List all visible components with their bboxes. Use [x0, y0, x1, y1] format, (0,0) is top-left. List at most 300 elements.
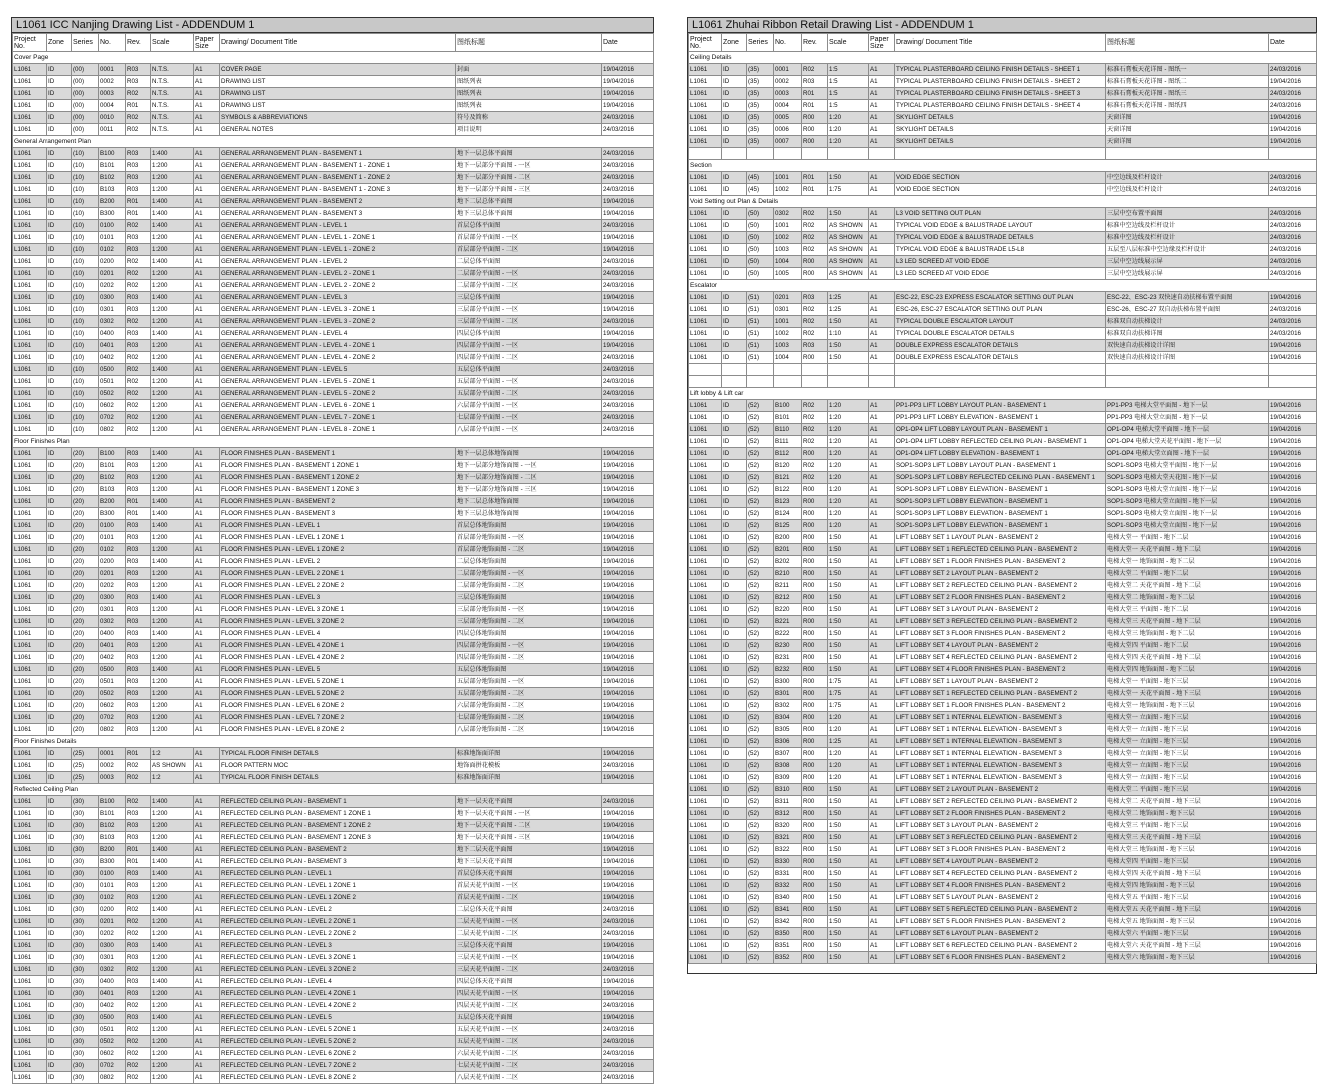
cell-date: 24/03/2016 [602, 916, 654, 928]
cell-chinese-title: 电梯大堂二 平面图 - 地下三层 [1106, 784, 1269, 796]
cell-chinese-title: 电梯大堂四 地饰面图 - 地下三层 [1106, 880, 1269, 892]
cell-revision: R01 [126, 748, 151, 760]
empty-cell [774, 376, 802, 388]
cell-series: (35) [747, 88, 774, 100]
cell-scale: AS SHOWN [828, 220, 869, 232]
cell-drawing-no: B100 [99, 796, 126, 808]
cell-paper-size: A1 [869, 748, 895, 760]
cell-drawing-no: 0202 [99, 580, 126, 592]
cell-chinese-title: 双快速自动扶梯设计详图 [1106, 340, 1269, 352]
cell-zone: ID [47, 256, 72, 268]
cell-drawing-no: B202 [774, 556, 802, 568]
cell-date: 19/04/2016 [602, 676, 654, 688]
cell-series: (50) [747, 232, 774, 244]
cell-date: 19/04/2016 [1269, 868, 1317, 880]
cell-paper-size: A1 [194, 208, 220, 220]
cell-series: (20) [72, 724, 99, 736]
cell-drawing-no: 0300 [99, 292, 126, 304]
cell-drawing-no: 0101 [99, 880, 126, 892]
cell-scale: 1:200 [151, 1060, 194, 1072]
cell-drawing-no: 0401 [99, 640, 126, 652]
cell-scale: 1:20 [828, 424, 869, 436]
cell-project-no: L1061 [13, 1036, 47, 1048]
cell-drawing-no: B311 [774, 796, 802, 808]
cell-scale: 1:200 [151, 484, 194, 496]
section-header-row [689, 280, 1317, 292]
cell-zone: ID [47, 952, 72, 964]
empty-cell [895, 148, 1106, 160]
cell-series: (30) [72, 976, 99, 988]
cell-date: 19/04/2016 [1269, 688, 1317, 700]
cell-drawing-title: LIFT LOBBY SET 2 FLOOR FINISHES PLAN - BASEMENT 2 [895, 808, 1106, 820]
cell-series: (52) [747, 844, 774, 856]
cell-project-no: L1061 [13, 712, 47, 724]
cell-chinese-title: 电梯大堂一 平面图 - 地下三层 [1106, 676, 1269, 688]
cell-drawing-no: B200 [99, 496, 126, 508]
cell-drawing-title: REFLECTED CEILING PLAN - LEVEL 2 [220, 904, 456, 916]
table-row [689, 856, 1317, 868]
cell-revision: R01 [126, 856, 151, 868]
cell-chinese-title: 电梯大堂三 地饰面图 - 地下二层 [1106, 628, 1269, 640]
cell-paper-size: A1 [869, 736, 895, 748]
cell-scale: N.T.S. [151, 64, 194, 76]
cell-zone: ID [722, 808, 747, 820]
cell-chinese-title: 电梯大堂一 立面图 - 地下三层 [1106, 712, 1269, 724]
cell-paper-size: A1 [869, 928, 895, 940]
cell-revision: R02 [126, 916, 151, 928]
cell-project-no: L1061 [13, 244, 47, 256]
cell-scale: 1:200 [151, 460, 194, 472]
cell-zone: ID [722, 400, 747, 412]
cell-scale: AS SHOWN [151, 760, 194, 772]
cell-zone: ID [722, 256, 747, 268]
cell-series: (30) [72, 796, 99, 808]
cell-drawing-no: B320 [774, 820, 802, 832]
cell-zone: ID [722, 832, 747, 844]
cell-chinese-title: 三层天花平面图 - 一区 [456, 952, 602, 964]
empty-cell [689, 376, 722, 388]
cell-drawing-title: LIFT LOBBY SET 4 FLOOR FINISHES PLAN - BASEMENT 2 [895, 880, 1106, 892]
cell-project-no: L1061 [689, 172, 722, 184]
cell-revision: R01 [802, 172, 828, 184]
cell-project-no: L1061 [689, 100, 722, 112]
cell-drawing-no: B103 [99, 832, 126, 844]
cell-revision: R03 [126, 148, 151, 160]
cell-paper-size: A1 [194, 652, 220, 664]
cell-paper-size: A1 [869, 808, 895, 820]
cell-paper-size: A1 [869, 520, 895, 532]
cell-zone: ID [722, 868, 747, 880]
cell-date: 19/04/2016 [1269, 124, 1317, 136]
cell-chinese-title: 八层部分地饰面图 - 二区 [456, 724, 602, 736]
table-row [13, 424, 654, 436]
cell-revision: R00 [802, 448, 828, 460]
table-row [689, 448, 1317, 460]
cell-paper-size: A1 [194, 820, 220, 832]
cell-project-no: L1061 [689, 64, 722, 76]
cell-drawing-title: TYPICAL PLASTERBOARD CEILING FINISH DETAILS - SHEET 1 [895, 64, 1106, 76]
cell-series: (10) [72, 376, 99, 388]
cell-paper-size: A1 [194, 64, 220, 76]
table-row [13, 1048, 654, 1060]
cell-series: (20) [72, 556, 99, 568]
cell-zone: ID [722, 724, 747, 736]
cell-drawing-title: GENERAL ARRANGEMENT PLAN - BASEMENT 1 - ZONE 3 [220, 184, 456, 196]
cell-scale: 1:5 [828, 76, 869, 88]
cell-series: (35) [747, 136, 774, 148]
cell-series: (30) [72, 832, 99, 844]
cell-paper-size: A1 [869, 244, 895, 256]
cell-date: 24/03/2016 [602, 388, 654, 400]
cell-revision: R01 [126, 208, 151, 220]
cell-zone: ID [47, 904, 72, 916]
cell-project-no: L1061 [689, 916, 722, 928]
cell-zone: ID [722, 916, 747, 928]
table-row [13, 616, 654, 628]
table-row [13, 988, 654, 1000]
cell-chinese-title: 首层总体天花平面图 [456, 868, 602, 880]
cell-drawing-no: 0402 [99, 352, 126, 364]
cell-drawing-no: 0200 [99, 904, 126, 916]
cell-zone: ID [47, 724, 72, 736]
cell-drawing-title: REFLECTED CEILING PLAN - LEVEL 1 [220, 868, 456, 880]
empty-row [689, 148, 1317, 160]
cell-drawing-title: LIFT LOBBY SET 3 LAYOUT PLAN - BASEMENT 2 [895, 820, 1106, 832]
cell-revision: R03 [126, 472, 151, 484]
cell-zone: ID [722, 340, 747, 352]
section-title: Escalator [689, 280, 1317, 292]
cell-drawing-no: B102 [99, 472, 126, 484]
cell-date: 24/03/2016 [602, 364, 654, 376]
cell-date: 19/04/2016 [1269, 400, 1317, 412]
cell-series: (52) [747, 592, 774, 604]
cell-paper-size: A1 [194, 844, 220, 856]
cell-drawing-title: GENERAL ARRANGEMENT PLAN - LEVEL 3 - ZONE 1 [220, 304, 456, 316]
cell-scale: 1:200 [151, 1000, 194, 1012]
cell-date: 19/04/2016 [602, 772, 654, 784]
cell-project-no: L1061 [13, 952, 47, 964]
cell-paper-size: A1 [869, 952, 895, 964]
table-row [689, 256, 1317, 268]
cell-chinese-title: 四层部分地饰面图 - 一区 [456, 640, 602, 652]
cell-project-no: L1061 [689, 352, 722, 364]
cell-zone: ID [722, 436, 747, 448]
cell-project-no: L1061 [13, 184, 47, 196]
cell-date: 19/04/2016 [602, 64, 654, 76]
cell-drawing-no: 0002 [99, 760, 126, 772]
cell-paper-size: A1 [194, 940, 220, 952]
cell-drawing-title: FLOOR FINISHES PLAN - LEVEL 6 ZONE 2 [220, 700, 456, 712]
cell-drawing-no: 0002 [774, 76, 802, 88]
table-row [689, 580, 1317, 592]
cell-project-no: L1061 [13, 700, 47, 712]
cell-date: 19/04/2016 [1269, 856, 1317, 868]
cell-project-no: L1061 [13, 856, 47, 868]
cell-series: (00) [72, 124, 99, 136]
cell-date: 19/04/2016 [602, 652, 654, 664]
cell-zone: ID [47, 304, 72, 316]
cell-series: (20) [72, 712, 99, 724]
cell-series: (20) [72, 484, 99, 496]
cell-date: 24/03/2016 [1269, 232, 1317, 244]
cell-revision: R02 [126, 268, 151, 280]
cell-drawing-no: B121 [774, 472, 802, 484]
table-row [13, 976, 654, 988]
cell-paper-size: A1 [194, 760, 220, 772]
cell-paper-size: A1 [194, 424, 220, 436]
cell-drawing-no: B222 [774, 628, 802, 640]
cell-chinese-title: 电梯大堂二 地饰面图 - 地下二层 [1106, 592, 1269, 604]
cell-revision: R02 [126, 1024, 151, 1036]
cell-zone: ID [47, 1036, 72, 1048]
cell-date: 19/04/2016 [1269, 412, 1317, 424]
cell-revision: R03 [126, 292, 151, 304]
cell-revision: R00 [802, 676, 828, 688]
cell-scale: 1:200 [151, 472, 194, 484]
cell-paper-size: A1 [194, 532, 220, 544]
cell-project-no: L1061 [13, 400, 47, 412]
table-row [13, 748, 654, 760]
cell-paper-size: A1 [194, 484, 220, 496]
cell-drawing-no: B331 [774, 868, 802, 880]
cell-paper-size: A1 [869, 580, 895, 592]
cell-date: 19/04/2016 [602, 892, 654, 904]
cell-paper-size: A1 [194, 808, 220, 820]
cell-project-no: L1061 [689, 664, 722, 676]
cell-paper-size: A1 [194, 544, 220, 556]
cell-zone: ID [47, 892, 72, 904]
cell-date: 24/03/2016 [602, 268, 654, 280]
cell-revision: R00 [802, 940, 828, 952]
cell-revision: R02 [126, 124, 151, 136]
cell-revision: R02 [802, 412, 828, 424]
cell-drawing-title: LIFT LOBBY SET 2 LAYOUT PLAN - BASEMENT 2 [895, 568, 1106, 580]
cell-series: (20) [72, 652, 99, 664]
cell-zone: ID [47, 412, 72, 424]
cell-drawing-no: B306 [774, 736, 802, 748]
cell-zone: ID [722, 760, 747, 772]
cell-zone: ID [47, 124, 72, 136]
cell-series: (52) [747, 652, 774, 664]
cell-date: 19/04/2016 [602, 724, 654, 736]
cell-drawing-no: 0702 [99, 712, 126, 724]
table-row [13, 268, 654, 280]
cell-drawing-title: LIFT LOBBY SET 3 REFLECTED CEILING PLAN - BASEMENT 2 [895, 832, 1106, 844]
table-row [13, 640, 654, 652]
cell-drawing-title: LIFT LOBBY SET 1 INTERNAL ELEVATION - BASEMENT 3 [895, 748, 1106, 760]
cell-scale: N.T.S. [151, 88, 194, 100]
cell-drawing-title: GENERAL ARRANGEMENT PLAN - LEVEL 3 [220, 292, 456, 304]
cell-paper-size: A1 [194, 220, 220, 232]
table-row [13, 1036, 654, 1048]
cell-paper-size: A1 [869, 916, 895, 928]
cell-series: (20) [72, 688, 99, 700]
cell-paper-size: A1 [194, 856, 220, 868]
cell-drawing-no: B322 [774, 844, 802, 856]
cell-zone: ID [47, 88, 72, 100]
cell-paper-size: A1 [194, 88, 220, 100]
cell-project-no: L1061 [13, 604, 47, 616]
cell-chinese-title: 电梯大堂一 地饰面图 - 地下三层 [1106, 700, 1269, 712]
cell-date: 19/04/2016 [1269, 520, 1317, 532]
cell-series: (20) [72, 472, 99, 484]
cell-project-no: L1061 [689, 136, 722, 148]
cell-date: 19/04/2016 [1269, 628, 1317, 640]
cell-series: (10) [72, 196, 99, 208]
cell-scale: 1:200 [151, 640, 194, 652]
cell-paper-size: A1 [869, 940, 895, 952]
cell-chinese-title: 三层天花平面图 - 二区 [456, 964, 602, 976]
cell-scale: 1:50 [828, 940, 869, 952]
cell-scale: 1:50 [828, 172, 869, 184]
cell-zone: ID [722, 748, 747, 760]
cell-scale: 1:50 [828, 856, 869, 868]
cell-date: 24/03/2016 [602, 316, 654, 328]
cell-project-no: L1061 [13, 1048, 47, 1060]
cell-series: (52) [747, 460, 774, 472]
cell-project-no: L1061 [689, 892, 722, 904]
cell-zone: ID [722, 712, 747, 724]
empty-cell [895, 376, 1106, 388]
cell-drawing-title: FLOOR FINISHES PLAN - BASEMENT 2 [220, 496, 456, 508]
table-row [13, 928, 654, 940]
cell-revision: R00 [802, 736, 828, 748]
table-row [13, 628, 654, 640]
cell-date: 19/04/2016 [1269, 112, 1317, 124]
cell-series: (25) [72, 760, 99, 772]
cell-chinese-title: 电梯大堂五 地饰面图 - 地下三层 [1106, 916, 1269, 928]
table-row [13, 496, 654, 508]
cell-chinese-title: 标准石膏板天花详图 - 图纸三 [1106, 88, 1269, 100]
cell-drawing-title: GENERAL ARRANGEMENT PLAN - LEVEL 1 - ZONE 1 [220, 232, 456, 244]
cell-series: (30) [72, 1012, 99, 1024]
cell-project-no: L1061 [689, 184, 722, 196]
cell-drawing-title: TYPICAL DOUBLE ESCALATOR DETAILS [895, 328, 1106, 340]
cell-revision: R02 [802, 328, 828, 340]
cell-series: (10) [72, 412, 99, 424]
cell-chinese-title: 标准石膏板天花详图 - 图纸一 [1106, 64, 1269, 76]
cell-project-no: L1061 [13, 160, 47, 172]
cell-chinese-title: 电梯大堂四 天花平面图 - 地下二层 [1106, 652, 1269, 664]
cell-drawing-no: 0302 [99, 316, 126, 328]
cell-drawing-title: FLOOR PATTERN MOC [220, 760, 456, 772]
section-title: Reflected Ceiling Plan [13, 784, 654, 796]
cell-date: 19/04/2016 [1269, 904, 1317, 916]
table-row [13, 448, 654, 460]
cell-drawing-title: FLOOR FINISHES PLAN - LEVEL 2 ZONE 1 [220, 568, 456, 580]
cell-zone: ID [47, 364, 72, 376]
cell-series: (20) [72, 628, 99, 640]
cell-series: (45) [747, 184, 774, 196]
cell-series: (51) [747, 340, 774, 352]
cell-paper-size: A1 [194, 124, 220, 136]
cell-drawing-title: GENERAL ARRANGEMENT PLAN - LEVEL 4 [220, 328, 456, 340]
cell-scale: 1:50 [828, 844, 869, 856]
cell-scale: 1:50 [828, 652, 869, 664]
cell-drawing-title: LIFT LOBBY SET 6 REFLECTED CEILING PLAN - BASEMENT 2 [895, 940, 1106, 952]
cell-scale: 1:400 [151, 364, 194, 376]
cell-drawing-title: REFLECTED CEILING PLAN - LEVEL 3 ZONE 2 [220, 964, 456, 976]
cell-chinese-title: 电梯大堂六 天花平面图 - 地下三层 [1106, 940, 1269, 952]
cell-drawing-no: 0201 [99, 568, 126, 580]
cell-series: (10) [72, 304, 99, 316]
cell-chinese-title: 电梯大堂三 地饰面图 - 地下三层 [1106, 844, 1269, 856]
cell-revision: R03 [126, 880, 151, 892]
cell-revision: R03 [126, 184, 151, 196]
table-row [689, 172, 1317, 184]
cell-series: (20) [72, 700, 99, 712]
cell-project-no: L1061 [13, 376, 47, 388]
cell-drawing-no: B304 [774, 712, 802, 724]
cell-drawing-no: 0102 [99, 244, 126, 256]
cell-date: 24/03/2016 [1269, 172, 1317, 184]
table-row [689, 712, 1317, 724]
cell-project-no: L1061 [13, 772, 47, 784]
cell-paper-size: A1 [194, 520, 220, 532]
cell-scale: 1:50 [828, 832, 869, 844]
cell-zone: ID [47, 484, 72, 496]
cell-project-no: L1061 [13, 64, 47, 76]
cell-revision: R02 [802, 472, 828, 484]
cell-paper-size: A1 [869, 496, 895, 508]
cell-zone: ID [722, 184, 747, 196]
cell-revision: R03 [126, 340, 151, 352]
cell-zone: ID [722, 328, 747, 340]
cell-chinese-title: 电梯大堂一 立面图 - 地下三层 [1106, 772, 1269, 784]
cell-zone: ID [722, 304, 747, 316]
cell-drawing-no: 1003 [774, 340, 802, 352]
cell-chinese-title: 二层天花平面图 - 二区 [456, 928, 602, 940]
cell-chinese-title: 图纸列表 [456, 76, 602, 88]
cell-paper-size: A1 [194, 400, 220, 412]
cell-scale: 1:200 [151, 376, 194, 388]
cell-date: 24/03/2016 [1269, 256, 1317, 268]
table-row [689, 472, 1317, 484]
section-title: Ceiling Details [689, 52, 1317, 64]
cell-chinese-title: SOP1-SOP3 电梯大堂立面图 - 地下一层 [1106, 496, 1269, 508]
cell-paper-size: A1 [869, 112, 895, 124]
cell-drawing-no: 1001 [774, 316, 802, 328]
cell-drawing-no: B350 [774, 928, 802, 940]
cell-scale: 1:20 [828, 412, 869, 424]
cell-scale: 1:400 [151, 148, 194, 160]
cell-zone: ID [47, 352, 72, 364]
cell-date: 24/03/2016 [602, 904, 654, 916]
cell-date: 19/04/2016 [1269, 700, 1317, 712]
cell-scale: 1:200 [151, 160, 194, 172]
cell-scale: 1:50 [828, 628, 869, 640]
cell-paper-size: A1 [194, 352, 220, 364]
cell-chinese-title: 地下三层总体平面图 [456, 208, 602, 220]
cell-scale: 1:400 [151, 628, 194, 640]
cell-date: 19/04/2016 [602, 664, 654, 676]
section-header-row [13, 52, 654, 64]
cell-paper-size: A1 [194, 676, 220, 688]
cell-revision: R00 [802, 268, 828, 280]
cell-date: 24/03/2016 [1269, 100, 1317, 112]
cell-series: (52) [747, 664, 774, 676]
cell-chinese-title: 标准石膏板天花详图 - 图纸四 [1106, 100, 1269, 112]
cell-project-no: L1061 [13, 688, 47, 700]
cell-series: (10) [72, 256, 99, 268]
cell-scale: 1:200 [151, 880, 194, 892]
table-row [689, 640, 1317, 652]
cell-scale: 1:400 [151, 520, 194, 532]
cell-date: 19/04/2016 [602, 808, 654, 820]
cell-date: 24/03/2016 [602, 964, 654, 976]
cell-zone: ID [47, 712, 72, 724]
cell-revision: R02 [802, 232, 828, 244]
